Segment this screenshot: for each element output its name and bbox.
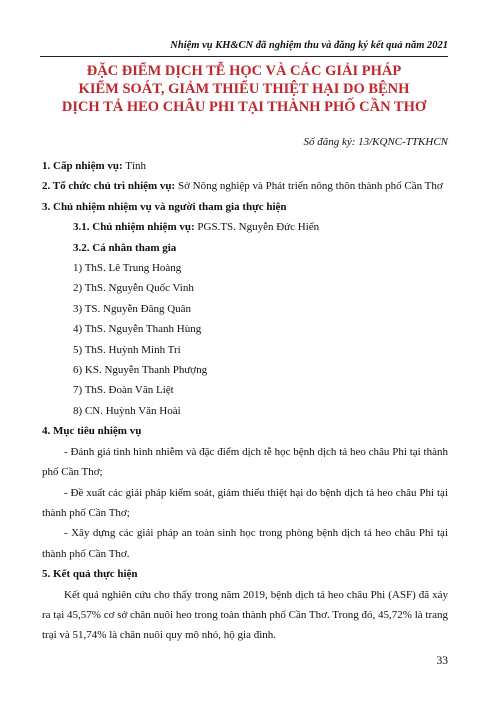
title-line-3: DỊCH TẢ HEO CHÂU PHI TẠI THÀNH PHỐ CẦN THƠ (61, 99, 427, 115)
document-title (40, 62, 448, 116)
objective-item: - Đánh giá tình hình nhiễm và đặc điểm dịch tễ học bệnh dịch tả heo châu Phi tại thành phố Cần Thơ; (42, 445, 448, 479)
member-item: 5) ThS. Huỳnh Minh Trí (73, 343, 181, 356)
section-organization (42, 176, 448, 196)
section-level-label: 1. Cấp nhiệm vụ: (42, 160, 123, 172)
objective-item: - Đề xuất các giải pháp kiểm soát, giảm thiểu thiệt hại do bệnh dịch tả heo châu Phi tại thành phố Cần Thơ; (42, 486, 448, 519)
header-rule (40, 56, 448, 57)
running-header: Nhiệm vụ KH&CN đã nghiệm thu và đăng ký kết quả năm 2021 (170, 40, 448, 51)
member-item: 2) ThS. Nguyễn Quốc Vinh (73, 282, 194, 295)
section-level-value: Tỉnh (122, 160, 147, 172)
document-body (42, 156, 448, 646)
member-item: 6) KS. Nguyễn Thanh Phượng (73, 364, 208, 377)
leader-label: 3.1. Chủ nhiệm nhiệm vụ: (73, 221, 195, 234)
member-item: 7) ThS. Đoàn Văn Liệt (73, 384, 174, 397)
member-item: 4) ThS. Nguyễn Thanh Hùng (73, 323, 202, 336)
title-line-1: ĐẶC ĐIỂM DỊCH TỄ HỌC VÀ CÁC GIẢI PHÁP (86, 63, 402, 79)
title-line-2: KIỂM SOÁT, GIẢM THIỂU THIỆT HẠI DO BỆNH (78, 81, 410, 97)
section-organization-label: 2. Tổ chức chủ trì nhiệm vụ: (42, 180, 176, 193)
section-personnel-heading: 3. Chủ nhiệm nhiệm vụ và người tham gia thực hiện (42, 200, 287, 213)
section-objectives-heading: 4. Mục tiêu nhiệm vụ (42, 425, 142, 438)
results-paragraph: Kết quả nghiên cứu cho thấy trong năm 2019, bệnh dịch tả heo châu Phi (ASF) đã xảy ra tại 45,57% cơ sở chăn nuôi heo trong toàn thành phố Cần Thơ. Trong đó, 45,72% là trang trại và 51,74% là chăn nuôi quy mô nhỏ, hộ gia đình. (42, 588, 448, 642)
page-number: 33 (436, 655, 448, 667)
section-organization-value: Sở Nông nghiệp và Phát triển nông thôn thành phố Cần Thơ (175, 180, 443, 193)
section-results-heading: 5. Kết quả thực hiện (42, 568, 138, 581)
leader-line (42, 217, 448, 237)
registration-number: Số đăng ký: 13/KQNC-TTKHCN (303, 136, 448, 148)
member-item: 3) TS. Nguyễn Đăng Quân (73, 302, 192, 315)
leader-value: PGS.TS. Nguyễn Đức Hiển (194, 221, 320, 234)
member-item: 8) CN. Huỳnh Văn Hoài (73, 404, 181, 417)
members-heading: 3.2. Cá nhân tham gia (73, 241, 177, 254)
section-level (42, 156, 448, 176)
objective-item: - Xây dựng các giải pháp an toàn sinh học trong phòng bệnh dịch tả heo châu Phi tại thành phố Cần Thơ. (42, 527, 448, 560)
member-item: 1) ThS. Lê Trung Hoàng (73, 262, 182, 275)
